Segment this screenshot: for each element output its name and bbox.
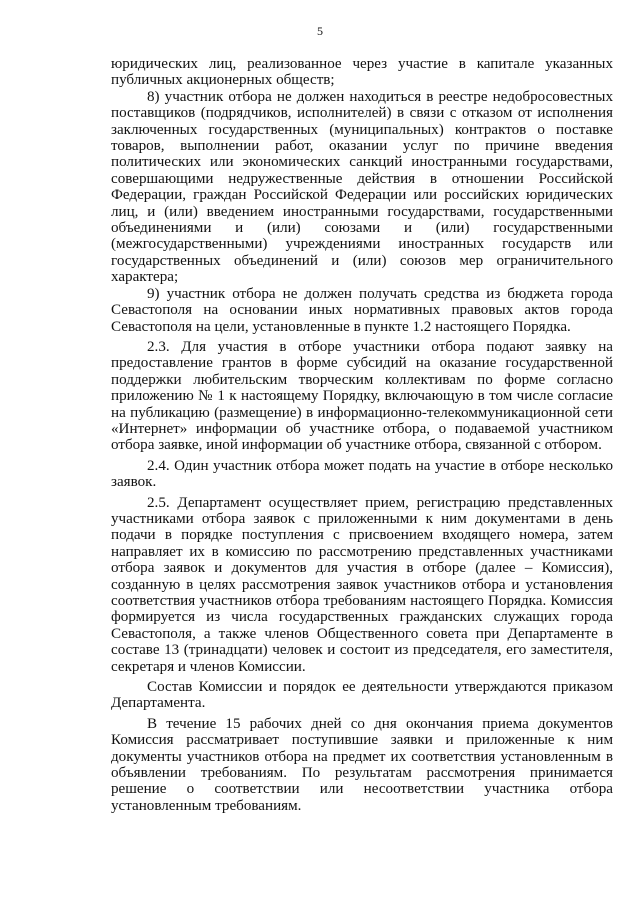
page-number: 5 [317, 24, 323, 38]
paragraph-2-4: 2.4. Один участник отбора может подать на участие в отборе несколько заявок. [111, 457, 613, 491]
document-body [111, 56, 613, 814]
paragraph-review-period: В течение 15 рабочих дней со дня окончания приема документов Комиссия рассматривает поступившие заявки и приложенные к ним документы участников отбора на предмет их соответствия установленным в объявлении требованиям. По результатам рассмотрения принимается решение о соответствии или несоответствии участника отбора установленным требованиям. [111, 715, 613, 814]
paragraph-item-8: 8) участник отбора не должен находиться в реестре недобросовестных поставщиков (подрядчиков, исполнителей) в связи с отказом от исполнения заключенных государственных (муниципальных) контрактов о поставке товаров, выполнении работ, оказании услуг по причине введения политических или экономических санкций иностранными государствами, совершающими недружественные действия в отношении Российской Федерации, граждан Российской Федерации или российских юридических лиц, и (или) введением иностранными государствами, государственными объединениями и (или) союзами и (или) государственными (межгосударственными) учреждениями иностранных государств или государственных объединений и (или) союзов мер ограничительного характера; [111, 88, 613, 286]
paragraph-item-9: 9) участник отбора не должен получать средства из бюджета города Севастополя на основании иных нормативных правовых актов города Севастополя на цели, установленные в пункте 1.2 настоящего Порядка. [111, 285, 613, 335]
paragraph-2-3: 2.3. Для участия в отборе участники отбора подают заявку на предоставление грантов в форме субсидий на оказание государственной поддержки любительским творческим коллективам по форме согласно приложению № 1 к настоящему Порядку, включающую в том числе согласие на публикацию (размещение) в информационно-телекоммуникационной сети «Интернет» информации об участнике отбора, о подаваемой участником отбора заявке, иной информации об участнике отбора, связанной с отбором. [111, 338, 613, 454]
paragraph-continuation: юридических лиц, реализованное через участие в капитале указанных публичных акционерных обществ; [111, 56, 613, 89]
paragraph-2-5: 2.5. Департамент осуществляет прием, регистрацию представленных участниками отбора заявок с приложенными к ним документами в день подачи в порядке поступления с присвоением входящего номера, затем направляет их в комиссию по рассмотрению представленных участниками отбора заявок и документов для участия в отборе (далее – Комиссия), созданную в целях рассмотрения заявок участников отбора и установления соответствия участников отбора требованиям настоящего Порядка. Комиссия формируется из числа государственных гражданских служащих города Севастополя, а также членов Общественного совета при Департаменте в составе 13 (тринадцати) человек и состоит из председателя, его заместителя, секретаря и членов Комиссии. [111, 494, 613, 675]
paragraph-commission-composition: Состав Комиссии и порядок ее деятельности утверждаются приказом Департамента. [111, 679, 613, 712]
